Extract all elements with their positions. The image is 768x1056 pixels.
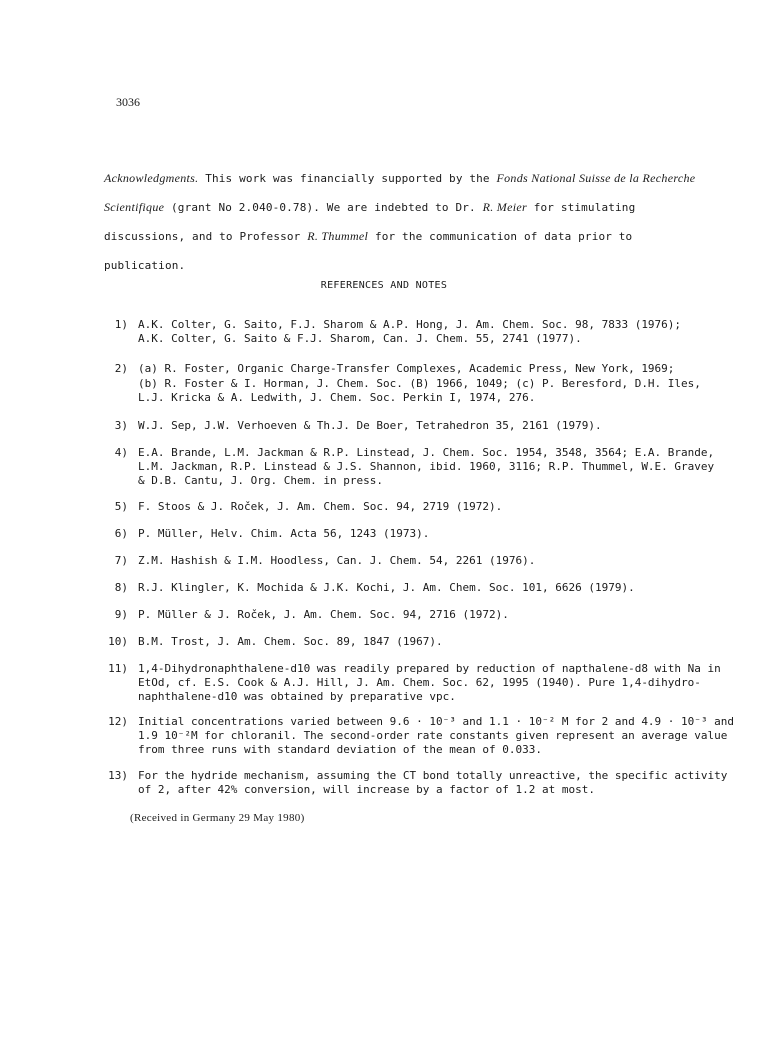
reference-line: A.K. Colter, G. Saito, F.J. Sharom & A.P. Hong, J. Am. Chem. Soc. 98, 7833 (1976); — [138, 318, 682, 331]
reference-item — [90, 715, 735, 757]
reference-text — [138, 635, 720, 649]
reference-text — [138, 362, 720, 406]
reference-item — [90, 635, 720, 649]
reference-item — [90, 500, 720, 514]
reference-line: P. Müller, Helv. Chim. Acta 56, 1243 (1973). — [138, 527, 430, 540]
reference-item — [90, 769, 728, 797]
reference-number: 13) — [108, 769, 128, 782]
reference-item — [90, 527, 720, 541]
reference-number: 9) — [114, 608, 128, 621]
acknowledgments-heading: Acknowledgments. — [104, 171, 199, 185]
reference-line: A.K. Colter, G. Saito & F.J. Sharom, Can. J. Chem. 55, 2741 (1977). — [138, 332, 582, 345]
reference-line: 1.9 10⁻²M for chloranil. The second-order rate constants given represent an average value — [138, 729, 728, 742]
reference-text — [138, 527, 720, 541]
reference-item — [90, 446, 720, 488]
reference-line: F. Stoos & J. Roček, J. Am. Chem. Soc. 94, 2719 (1972). — [138, 500, 503, 513]
reference-number: 1) — [114, 318, 128, 331]
reference-line: 1,4-Dihydronaphthalene-d10 was readily prepared by reduction of napthalene-d8 with Na in — [138, 662, 721, 675]
reference-text — [138, 662, 721, 704]
reference-text — [138, 769, 727, 797]
reference-line: Z.M. Hashish & I.M. Hoodless, Can. J. Chem. 54, 2261 (1976). — [138, 554, 536, 567]
reference-number: 10) — [108, 635, 128, 648]
reference-line: (a) R. Foster, Organic Charge-Transfer Complexes, Academic Press, New York, 1969; — [138, 362, 675, 375]
reference-line: Initial concentrations varied between 9.6 · 10⁻³ and 1.1 · 10⁻² M for 2 and 4.9 · 10⁻³ and — [138, 715, 735, 728]
reference-line: of 2, after 42% conversion, will increase by a factor of 1.2 at most. — [138, 783, 595, 796]
reference-number: 8) — [114, 581, 128, 594]
reference-number: 11) — [108, 662, 128, 675]
acknowledged-person-1: R. Meier — [482, 200, 527, 214]
reference-item — [90, 662, 720, 704]
reference-number: 12) — [108, 715, 128, 728]
received-date: (Received in Germany 29 May 1980) — [130, 812, 305, 824]
reference-text — [138, 608, 720, 622]
reference-line: P. Müller & J. Roček, J. Am. Chem. Soc. 94, 2716 (1972). — [138, 608, 509, 621]
reference-text — [138, 500, 720, 514]
reference-text — [138, 554, 720, 568]
reference-line: B.M. Trost, J. Am. Chem. Soc. 89, 1847 (1967). — [138, 635, 443, 648]
reference-line: L.J. Kricka & A. Ledwith, J. Chem. Soc. Perkin I, 1974, 276. — [138, 391, 536, 404]
reference-line: naphthalene-d10 was obtained by preparative vpc. — [138, 690, 456, 703]
reference-text — [138, 446, 720, 488]
reference-line: R.J. Klingler, K. Mochida & J.K. Kochi, J. Am. Chem. Soc. 101, 6626 (1979). — [138, 581, 635, 594]
reference-line: E.A. Brande, L.M. Jackman & R.P. Linstead, J. Chem. Soc. 1954, 3548, 3564; E.A. Brande, — [138, 446, 715, 459]
reference-line: EtOd, cf. E.S. Cook & A.J. Hill, J. Am. Chem. Soc. 62, 1995 (1940). Pure 1,4-dihydro- — [138, 676, 701, 689]
reference-text — [138, 419, 720, 433]
references-heading: REFERENCES AND NOTES — [320, 280, 448, 291]
reference-line: For the hydride mechanism, assuming the CT bond totally unreactive, the specific activity — [138, 769, 728, 782]
page-number: 3036 — [116, 95, 140, 109]
reference-number: 4) — [114, 446, 128, 459]
reference-number: 6) — [114, 527, 128, 540]
reference-number: 3) — [114, 419, 128, 432]
funding-agency: Fonds National Suisse de la Recherche Scientifique — [104, 171, 696, 214]
reference-item — [90, 581, 720, 595]
reference-line: from three runs with standard deviation of the mean of 0.033. — [138, 743, 542, 756]
reference-text — [138, 581, 720, 595]
reference-item — [90, 318, 720, 346]
reference-line: (b) R. Foster & I. Horman, J. Chem. Soc. (B) 1966, 1049; (c) P. Beresford, D.H. Iles, — [138, 376, 701, 390]
acknowledgments-text-4: for the communication of data prior to publication. — [104, 230, 633, 272]
acknowledgments-text-1: This work was financially supported by the — [205, 172, 490, 185]
reference-text — [138, 715, 734, 757]
acknowledged-person-2: R. Thummel — [307, 229, 369, 243]
reference-number: 5) — [114, 500, 128, 513]
reference-line: & D.B. Cantu, J. Org. Chem. in press. — [138, 474, 384, 487]
reference-line: L.M. Jackman, R.P. Linstead & J.S. Shannon, ibid. 1960, 3116; R.P. Thummel, W.E. Gravey — [138, 460, 715, 473]
reference-item — [90, 608, 720, 622]
reference-text — [138, 318, 720, 346]
reference-number: 2) — [114, 362, 128, 375]
reference-number: 7) — [114, 554, 128, 567]
reference-line: W.J. Sep, J.W. Verhoeven & Th.J. De Boer, Tetrahedron 35, 2161 (1979). — [138, 419, 602, 432]
acknowledgments-text-3: for stimulating discussions, and to Professor — [104, 201, 636, 243]
reference-item — [90, 554, 720, 568]
acknowledgments-paragraph — [104, 164, 716, 280]
reference-item — [90, 419, 720, 433]
acknowledgments-text-2: (grant No 2.040-0.78). We are indebted to Dr. — [171, 201, 476, 214]
reference-item — [90, 362, 720, 406]
